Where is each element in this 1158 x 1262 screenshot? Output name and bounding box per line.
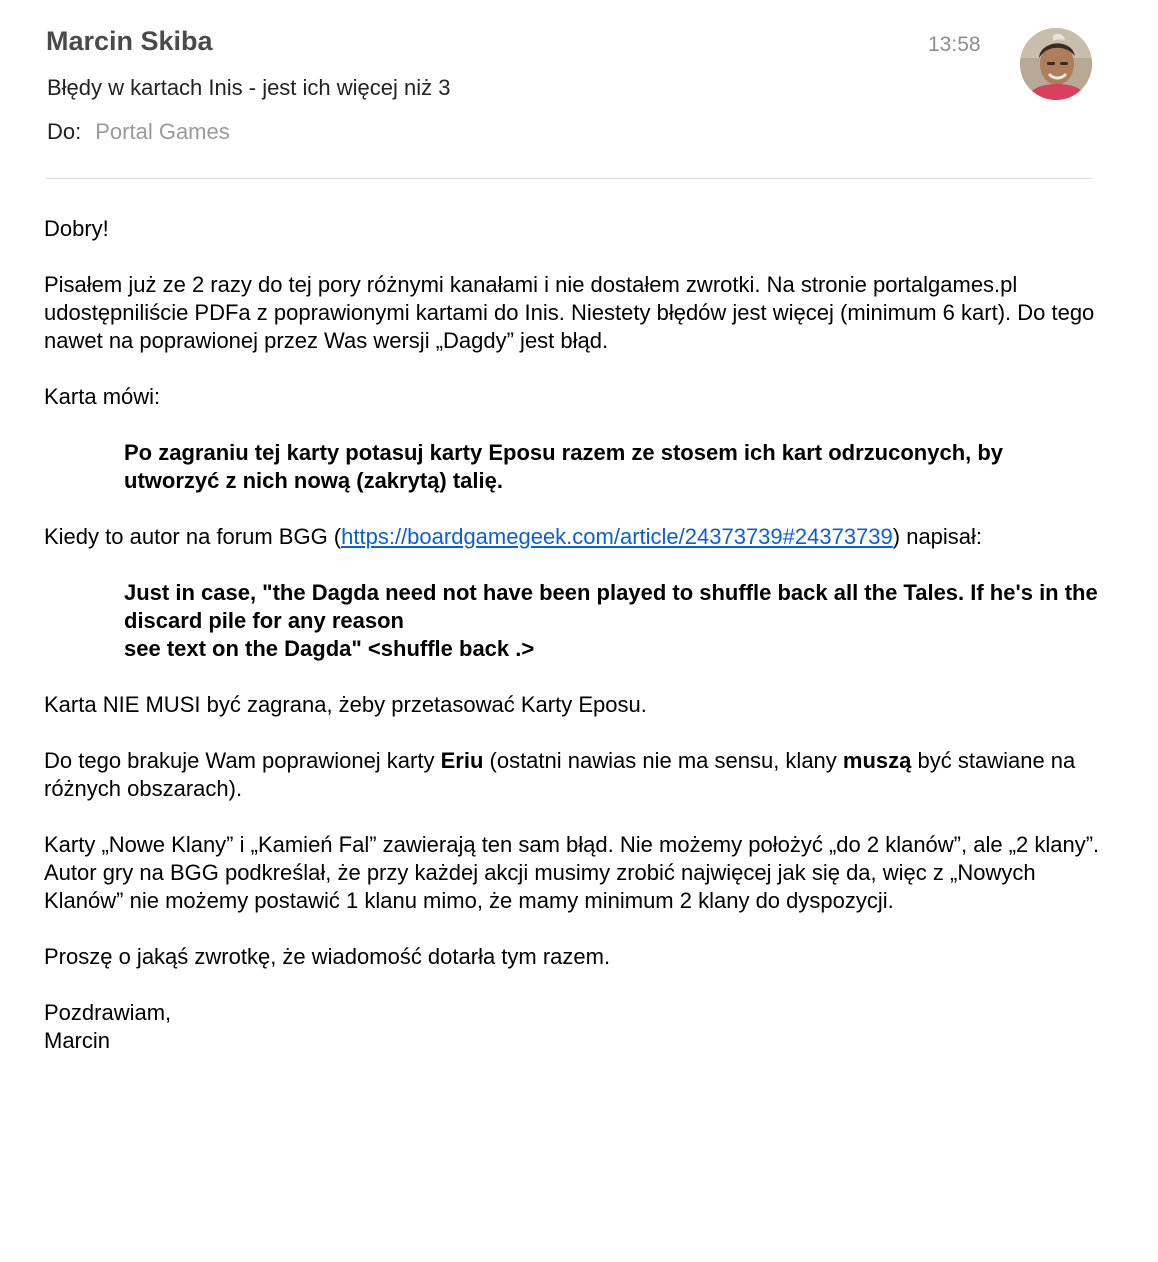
message-subject: Błędy w kartach Inis - jest ich więcej niż 3	[47, 75, 451, 100]
avatar[interactable]	[1020, 28, 1092, 100]
quoted-author-text	[124, 579, 1104, 663]
text-span: (ostatni nawias nie ma sensu, klany	[483, 748, 843, 773]
body-paragraph: Proszę o jakąś zwrotkę, że wiadomość dotarła tym razem.	[44, 944, 611, 969]
body-paragraph	[44, 523, 1104, 551]
body-paragraph: Karta mówi:	[44, 384, 161, 409]
quoted-card-text: Po zagraniu tej karty potasuj karty Eposu razem ze stosem ich kart odrzuconych, by utworzyć z nich nową (zakrytą) talię.	[124, 440, 1004, 493]
message-header	[46, 24, 1092, 180]
quote-line: Just in case, "the Dagda need not have been played to shuffle back all the Tales. If he's in the discard pile for any reason	[124, 580, 1098, 633]
sender-name[interactable]: Marcin Skiba	[46, 26, 213, 56]
signature: Marcin	[44, 1028, 111, 1053]
recipient-row	[47, 119, 230, 145]
avatar-photo-icon	[1020, 28, 1092, 100]
bgg-forum-link[interactable]: https://boardgamegeek.com/article/24373739#24373739	[341, 524, 893, 549]
greeting: Dobry!	[44, 216, 109, 241]
signoff: Pozdrawiam,	[44, 1000, 172, 1025]
body-paragraph: Karta NIE MUSI być zagrana, żeby przetasować Karty Eposu.	[44, 692, 647, 717]
text-span: ) napisał:	[892, 524, 983, 549]
bold-emphasis: muszą	[842, 748, 912, 773]
bold-card-name: Eriu	[440, 748, 484, 773]
body-paragraph	[44, 747, 1104, 803]
recipient-label: Do:	[47, 119, 82, 144]
body-paragraph: Pisałem już ze 2 razy do tej pory różnymi kanałami i nie dostałem zwrotki. Na stronie portalgames.pl udostępniliście PDFa z poprawionymi kartami do Inis. Niestety błędów jest więcej (minimum 6 kart). Do tego nawet na poprawionej przez Was wersji „Dagdy” jest błąd.	[44, 272, 1095, 353]
quote-line: see text on the Dagda" <shuffle back .>	[124, 636, 535, 661]
header-divider	[46, 178, 1092, 179]
text-span: być stawiane na różnych obszarach).	[44, 748, 1076, 801]
message-time: 13:58	[928, 33, 981, 56]
text-span: Do tego brakuje Wam poprawionej karty	[44, 748, 441, 773]
recipient-name[interactable]: Portal Games	[95, 119, 230, 144]
message-body	[44, 215, 1104, 1055]
body-paragraph: Karty „Nowe Klany” i „Kamień Fal” zawierają ten sam błąd. Nie możemy położyć „do 2 klanów”, ale „2 klany”. Autor gry na BGG podkreślał, że przy każdej akcji musimy zrobić najwięcej jak się da, więc z „Nowych Klanów” nie możemy postawić 1 klanu mimo, że mamy minimum 2 klany do dyspozycji.	[44, 832, 1100, 913]
text-span: Kiedy to autor na forum BGG (	[44, 524, 342, 549]
